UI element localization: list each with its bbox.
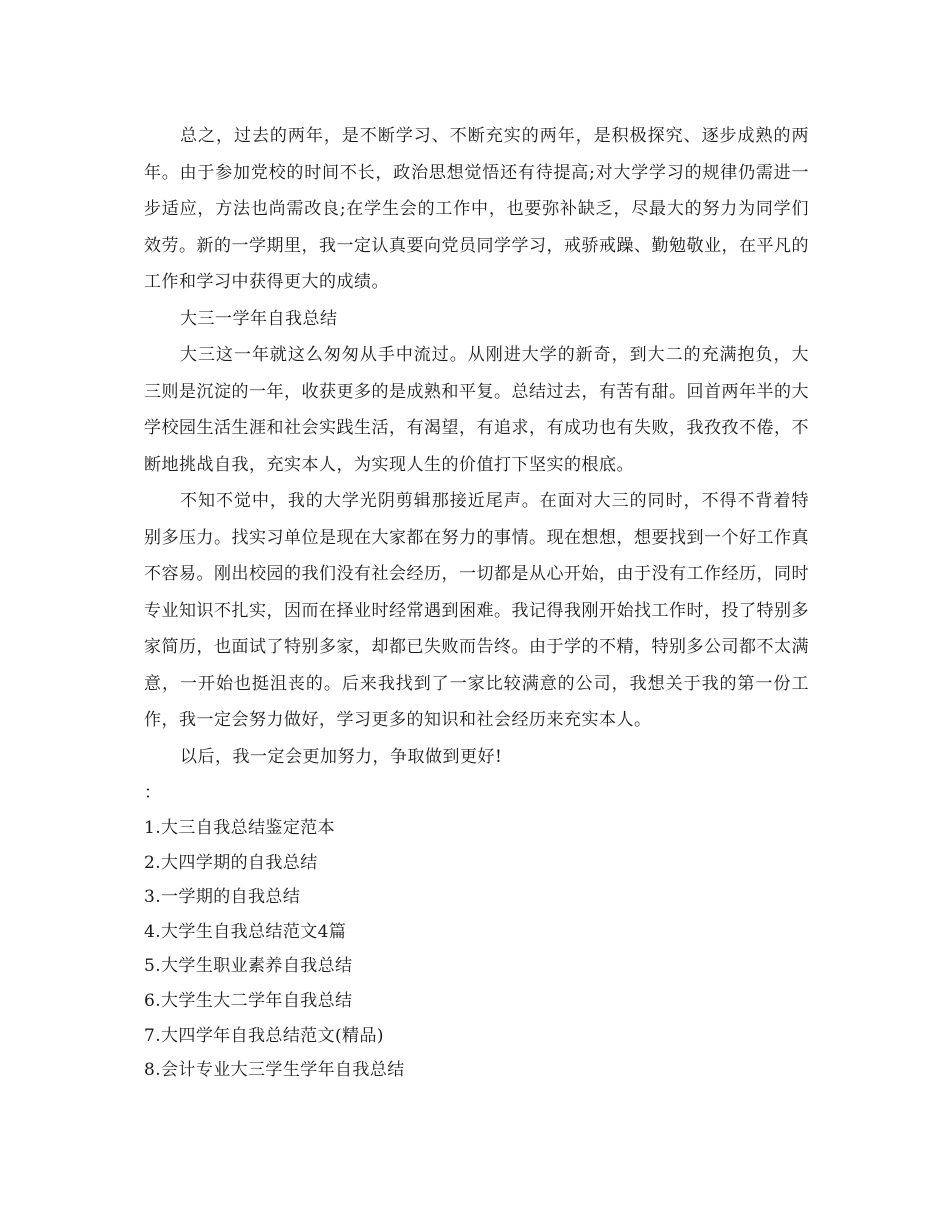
related-article-link[interactable]: 2.大四学期的自我总结 (144, 852, 318, 873)
related-colon: ： (144, 783, 161, 803)
related-article-link[interactable]: 5.大学生职业素养自我总结 (144, 956, 353, 977)
summary-paragraph: 总之，过去的两年，是不断学习、不断充实的两年，是积极探究、逐步成熟的两年。由于参加党校的时间不长，政治思想觉悟还有待提高;对大学学习的规律仍需进一步适应，方法也尚需改良;在学生会的工作中，也要弥补缺乏，尽最大的努力为同学们效劳。新的一学期里，我一定认真要向党员同学学习，戒骄戒躁、勤勉敬业，在平凡的工作和学习中获得更大的成绩。 (144, 126, 809, 292)
section-title: 大三一学年自我总结 (180, 308, 338, 329)
document-body (144, 118, 809, 1088)
related-articles-list (144, 811, 809, 1088)
body-paragraph-2: 不知不觉中，我的大学光阴剪辑那接近尾声。在面对大三的同时，不得不背着特别多压力。找实习单位是现在大家都在努力的事情。现在想想，想要找到一个好工作真不容易。刚出校园的我们没有社会经历，一切都是从心开始，由于没有工作经历，同时专业知识不扎实，因而在择业时经常遇到困难。我记得我刚开始找工作时，投了特别多家简历，也面试了特别多家，却都已失败而告终。由于学的不精，特别多公司都不太满意，一开始也挺沮丧的。后来我找到了一家比较满意的公司，我想关于我的第一份工作，我一定会努力做好，学习更多的知识和社会经历来充实本人。 (144, 491, 809, 730)
body-paragraph-3: 以后，我一定会更加努力，争取做到更好! (180, 746, 503, 767)
related-article-link[interactable]: 4.大学生自我总结范文4篇 (144, 921, 347, 942)
related-article-link[interactable]: 6.大学生大二学年自我总结 (144, 990, 353, 1011)
related-article-link[interactable]: 1.大三自我总结鉴定范本 (144, 818, 336, 838)
body-paragraph-1: 大三这一年就这么匆匆从手中流过。从刚进大学的新奇，到大二的充满抱负，大三则是沉淀的一年，收获更多的是成熟和平复。总结过去，有苦有甜。回首两年半的大学校园生活生涯和社会实践生活，有渴望，有追求，有成功也有失败，我孜孜不倦，不断地挑战自我，充实本人，为实现人生的价值打下坚实的根底。 (144, 345, 809, 475)
related-article-link[interactable]: 7.大四学年自我总结范文(精品) (144, 1025, 384, 1046)
related-article-link[interactable]: 3.一学期的自我总结 (144, 887, 301, 908)
related-article-link[interactable]: 8.会计专业大三学生学年自我总结 (144, 1060, 405, 1081)
